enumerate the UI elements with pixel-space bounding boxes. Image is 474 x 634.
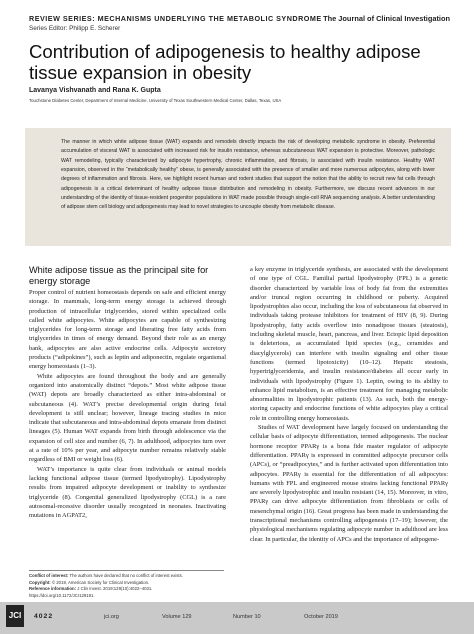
body-paragraph: WAT’s importance is quite clear from individuals or animal models lacking functional adipose tissue (termed lipodystrophy). Lipodystrophy results from impaired adipocyte development or inability to synthesize triglyceride (8). Congenital generalized lipodystrophy (CGL) is a rare autosomal-recessive disorder usually recognized in neonates. Inactivating mutations in AGPAT2, [29,465,226,520]
body-paragraph: Proper control of nutrient homeostasis depends on safe and efficient energy storage. In mammals, long-term energy storage is achieved through production of intracellular triglycerides, stored within specialized cells called white adipocytes. White adipocytes are capable of synthesizing triglycerides for long-term storage and liberating free fatty acids from triglycerides in times of energy demand. Beyond their role as an energy bank, adipocytes are also active endocrine cells. Adipocyte secretory products (“adipokines”), such as leptin and adiponectin, regulate organismal energy homeostasis (1–3). [29,289,226,371]
reference-text: J Clin Invest. 2019;129(10):4022–4031. [77,586,153,592]
page-number: 4022 [34,613,54,620]
article-title: Contribution of adipogenesis to healthy adipose tissue expansion in obesity [29,41,421,83]
right-column [250,265,448,544]
footer-volume: Volume 129 [162,614,192,620]
reference-label: Reference information: [29,586,77,592]
body-paragraph: Studies of WAT development have largely focused on understanding the cellular basis of adipocyte differentiation, termed adipogenesis. The nuclear hormone receptor PPARγ is a bona fide master regulator of adipocyte differentiation. PPARγ is expressed in committed adipocyte precursor cells (APCs), or “preadipocytes,” and is further activated upon differentiation into adipocytes. PPARγ is essential for the differentiation of all adipocytes: humans with FPL and engineered mouse strains lacking functional PPARγ are severely lipodystrophic and insulin resistant (14, 15). Moreover, in vitro, PPARγ can drive adipocyte differentiation from fibroblasts or cells of mesenchymal origin (16). Great progress has been made in understanding the transcriptional mechanisms controlling adipogenesis (17–19); however, the physiological mechanisms regulating adipocyte number in adulthood are less clear. In particular, the identity of APCs and the importance of adipogene- [250,424,448,543]
reference-information [29,586,229,593]
abstract-box [25,128,451,246]
conflict-text: The authors have declared that no conflict of interest exists. [69,573,183,578]
jci-logo: JCI [6,605,24,627]
affiliation: Touchstone Diabetes Center, Department of Internal Medicine, University of Texas Southwestern Medical Center, Dallas, Texas, USA [29,98,282,103]
footnote-rule [29,570,224,571]
copyright-label: Copyright: [29,579,51,585]
left-column [29,265,226,520]
journal-name[interactable]: The Journal of Clinical Investigation [323,14,450,23]
body-paragraph: a key enzyme in triglyceride synthesis, are associated with the development of one type of CGL. Familial partial lipodystrophy (FPL) is a genetic disorder characterized by variable loss of body fat from the extremities and/or truncal region occurring in childhood or puberty. Acquired lipodystrophies also occur, including the loss of subcutaneous fat observed in individuals taking protease inhibitors for treatment of HIV (8, 9). During lipodystrophy, fatty acids overflow into nonadipose tissues (steatosis), including skeletal muscle, heart, pancreas, and liver. Ectopic lipid deposition is deleterious, as accumulated lipid species (e.g., ceramides and diacylglycerols) can interfere with insulin signaling and other tissue functions (termed lipotoxicity) (10–12). Hepatic steatosis, hypertriglyceridemia, and insulin resistance/diabetes all occur early in individuals with lipodystrophy (Figure 1). Leptin, owing to its ability to enhance lipid metabolism, is an effective treatment for managing metabolic abnormalities in lipodystrophic patients (13). As such, both the energy-storing capacity and endocrine functions of white adipocytes play a critical role in controlling energy homeostasis. [250,266,448,422]
footer-date: October 2019 [304,614,338,620]
copyright [29,580,229,587]
series-editor: Series Editor: Philipp E. Scherer [29,25,121,32]
conflict-label: Conflict of interest: [29,573,69,578]
review-series-label: REVIEW SERIES: MECHANISMS UNDERLYING THE METABOLIC SYNDROME [29,14,322,23]
doi-link[interactable]: https://doi.org/10.1172/JCI129191. [29,592,95,598]
conflict-of-interest [29,573,229,580]
section-heading: White adipose tissue as the principal site for energy storage [29,265,209,286]
copyright-text: © 2019, American Society for Clinical Investigation. [51,579,150,585]
footer-number: Number 10 [233,614,261,620]
footnotes [29,573,229,599]
authors: Lavanya Vishvanath and Rana K. Gupta [29,87,161,94]
body-paragraph: White adipocytes are found throughout the body and are generally organized into anatomically distinct “depots.” Most white adipose tissue (WAT) depots are broadly characterized as either intra-abdominal or subcutaneous (4). WAT’s precise developmental origin during fetal development is still unclear; however, lineage tracing studies in mice indicate that subcutaneous and intra-abdominal depots emanate from distinct lineages (5). Human WAT expands from birth through adolescence via the expansion of cell size and number (6, 7). In adulthood, adipocytes turn over at a rate of 10% per year, and adipocyte number remains relatively stable regardless of BMI or weight loss (6). [29,372,226,464]
footer-site-link[interactable]: jci.org [104,614,119,620]
abstract-text: The manner in which white adipose tissue (WAT) expands and remodels directly impacts the risk of developing metabolic syndrome in obesity. Preferential accumulation of visceral WAT is associated with increased risk for insulin resistance, whereas subcutaneous WAT expansion is protective. Moreover, pathologic WAT remodeling, typically characterized by adipocyte hypertrophy, chronic inflammation, and fibrosis, is associated with insulin resistance. Healthy WAT expansion, observed in the “metabolically healthy” obese, is generally associated with the presence of smaller and more numerous adipocytes, along with lower degrees of inflammation and fibrosis. Here, we highlight recent human and rodent studies that support the notion that the ability to recruit new fat cells through adipogenesis is a critical determinant of healthy adipose tissue distribution and remodeling in obesity. Furthermore, we discuss recent advances in our understanding of the identity of tissue-resident progenitor populations in WAT made possible through single-cell RNA sequencing analysis. A better understanding of adipose stem cell biology and adipogenesis may lead to novel strategies to uncouple obesity from metabolic disease. [61,139,435,211]
